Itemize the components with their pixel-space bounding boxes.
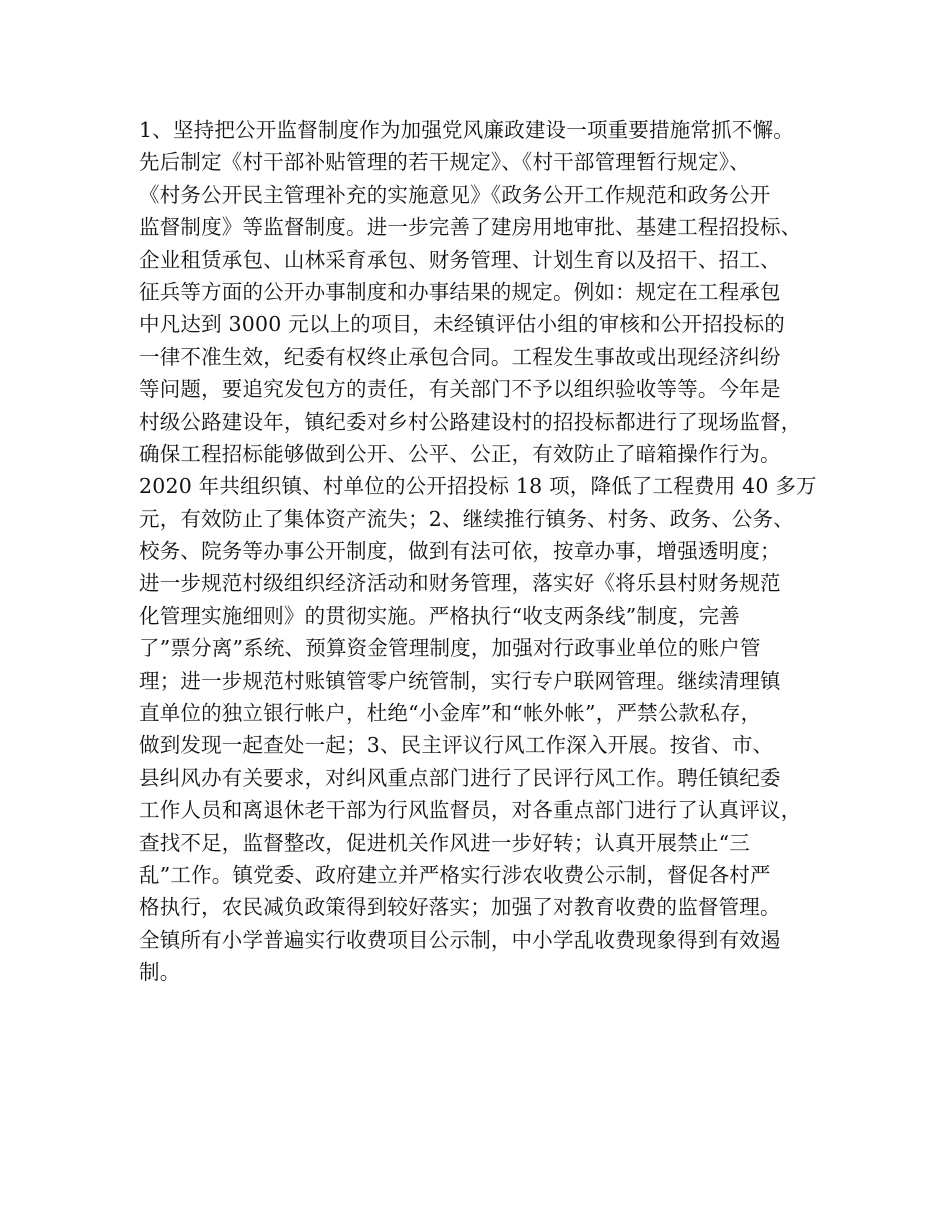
text-line: 理；进一步规范村账镇管零户统管制，实行专户联网管理。继续清理镇 (139, 668, 781, 693)
text-line: 县纠风办有关要求，对纠风重点部门进行了民评行风工作。聘任镇纪委 (139, 765, 781, 790)
text-line: 校务、院务等办事公开制度，做到有法可依，按章办事，增强透明度； (139, 539, 781, 564)
body-paragraph (139, 114, 839, 989)
text-line: 企业租赁承包、山林采育承包、财务管理、计划生育以及招干、招工、 (139, 247, 781, 272)
text-line: 进一步规范村级组织经济活动和财务管理，落实好《将乐县村财务规范 (139, 571, 781, 596)
text-line: 全镇所有小学普遍实行收费项目公示制，中小学乱收费现象得到有效遏 (139, 927, 781, 952)
text-line: 工作人员和离退休老干部为行风监督员，对各重点部门进行了认真评议， (139, 798, 802, 823)
text-line: 中凡达到 3000 元以上的项目，未经镇评估小组的审核和公开招投标的 (139, 312, 786, 337)
text-line: 村级公路建设年，镇纪委对乡村公路建设村的招投标都进行了现场监督， (139, 409, 802, 434)
text-line: 直单位的独立银行帐户，杜绝“小金库”和“帐外帐”，严禁公款私存， (139, 701, 762, 726)
text-line: 一律不准生效，纪委有权终止承包合同。工程发生事故或出现经济纠纷 (139, 344, 781, 369)
text-line: 格执行，农民减负政策得到较好落实；加强了对教育收费的监督管理。 (139, 895, 781, 920)
text-line: 做到发现一起查处一起；3、民主评议行风工作深入开展。按省、市、 (139, 733, 774, 758)
text-line: 1、坚持把公开监督制度作为加强党风廉政建设一项重要措施常抓不懈。 (139, 118, 794, 142)
text-line: 乱”工作。镇党委、政府建立并严格实行涉农收费公示制，督促各村严 (139, 862, 771, 887)
text-line: 确保工程招标能够做到公开、公平、公正，有效防止了暗箱操作行为。 (139, 441, 781, 466)
text-line: 等问题，要追究发包方的责任，有关部门不予以组织验收等等。今年是 (139, 377, 781, 402)
text-line: 查找不足，监督整改，促进机关作风进一步好转；认真开展禁止“三 (139, 830, 750, 855)
text-line: 监督制度》等监督制度。进一步完善了建房用地审批、基建工程招投标、 (139, 215, 802, 240)
text-line: 化管理实施细则》的贯彻实施。严格执行“收支两条线”制度，完善 (139, 603, 740, 628)
text-line: 征兵等方面的公开办事制度和办事结果的规定。例如：规定在工程承包 (139, 279, 781, 304)
text-line: 元，有效防止了集体资产流失；2、继续推行镇务、村务、政务、公务、 (139, 506, 794, 531)
text-line: 《村务公开民主管理补充的实施意见》《政务公开工作规范和政务公开 (139, 182, 771, 207)
text-line: 制。 (139, 960, 181, 985)
text-line: 2020 年共组织镇、村单位的公开招投标 18 项，降低了工程费用 40 多万 (139, 474, 817, 499)
text-line: 了”票分离”系统、预算资金管理制度，加强对行政事业单位的账户管 (139, 636, 761, 661)
text-line: 先后制定《村干部补贴管理的若干规定》、《村干部管理暂行规定》、 (139, 150, 750, 175)
